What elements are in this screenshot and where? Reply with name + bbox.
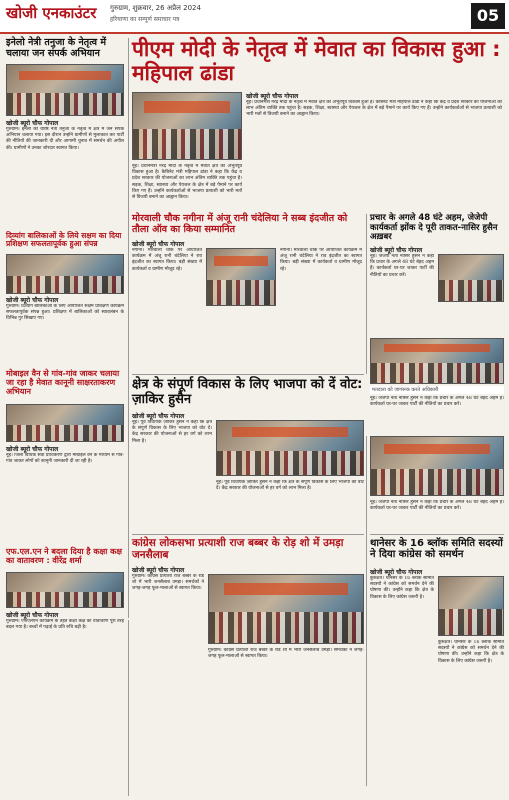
headline-left-lower: मोबाइल वैन से गांव-गांव जाकर चलाया जा रहा है मेवात कानूनी साक्षरताकरण अभियान: [6, 369, 120, 396]
headline-left-top: इनेलो नेत्री तनुजा के नेतृत्व में चलाया जन संपर्क अभियान: [6, 37, 107, 59]
headline-right-mid: प्रचार के अगले 48 घंटे अहम, जेजेपी कार्यकर्ता झोंक दे पूरी ताकत-नासिर हुसैन अख़बर: [370, 213, 498, 243]
body-center-mid: नगीना। मोरवाली चौक पर आयोजित कार्यक्रम में अंजू रानी चंदेलिया ने राव इंद्रजीत का स्वागत किया। बड़ी संख्या में कार्यकर्ता व ग्रामीण मौजूद रहे।: [132, 248, 202, 272]
photo-center-lower: [216, 420, 364, 476]
headline-center-mid: मोरवाली चौक नगीना में अंजू रानी चंदेलिया ने सब्ब इंदजीत को तौला ऑव का किया सम्मानित: [132, 213, 348, 235]
body-right-mid-2: नूंह। जेजेपी नेता नासिर हुसैन ने कहा कि प्रचार के अगले 48 घंटे बेहद अहम हैं। कार्यकर्ता घर-घर जाकर पार्टी की नीतियों का प्रचार करें।: [370, 396, 504, 408]
byline-left-lower: खोजी ब्यूरो चौफ गोपाल: [6, 446, 59, 453]
body-right-bottom-2: कुरुक्षेत्र। थानेसर के 16 ब्लॉक समिति सदस्यों ने कांग्रेस को समर्थन देने की घोषणा की। उन्होंने कहा कि क्षेत्र के विकास के लिए कांग्रेस जरूरी है।: [438, 640, 504, 664]
main-headline: पीएम मोदी के नेतृत्व में मेवात का विकास हुआ : महिपाल ढांडा: [132, 37, 501, 85]
byline-center-lower: खोजी ब्यूरो चौफ गोपाल: [132, 413, 185, 420]
byline-right-bottom: खोजी ब्यूरो चौफ गोपाल: [370, 569, 423, 576]
byline-left-mid: खोजी ब्यूरो चौफ गोपाल: [6, 297, 59, 304]
column-divider: [366, 436, 367, 786]
headline-left-bottom: एफ.एल.एन ने बदला दिया है कक्षा कक्ष का वातावरण : वीरेंद्र शर्मा: [6, 547, 122, 565]
headline-center-lower: क्षेत्र के संपूर्ण विकास के लिए भाजपा को दें वोट: ज़ाकिर हुसैन: [132, 377, 363, 407]
body-main-continued: नूंह। प्रधानमंत्री नरेंद्र मोदी के नेतृत्व में मेवात क्षेत्र का अभूतपूर्व विकास हुआ है। कैबिनेट मंत्री महिपाल ढांडा ने कहा कि केंद्र व प्रदेश सरकार की योजनाओं का लाभ अंतिम व्यक्ति तक पहुंचा है। सड़क, शिक्षा, स्वास्थ्य और पेयजल के क्षेत्र में बड़े पैमाने पर कार्य किए गए हैं। उन्होंने कार्यकर्ताओं से भाजपा प्रत्याशी को भारी मतों से विजयी बनाने का आह्वान किया।: [132, 164, 242, 201]
caption-right-mid: मतदाता को जागरूक करते अधिकारी: [370, 386, 504, 394]
photo-main: [132, 92, 242, 160]
photo-right-bottom: [438, 576, 504, 636]
body-center-mid-2: नगीना। मोरवाली चौक पर आयोजित कार्यक्रम में अंजू रानी चंदेलिया ने राव इंद्रजीत का स्वागत किया। बड़ी संख्या में कार्यकर्ता व ग्रामीण मौजूद रहे।: [280, 248, 362, 272]
byline-center-mid: खोजी ब्यूरो चौफ गोपाल: [132, 241, 185, 248]
body-center-bottom-2: गुरुग्राम। कांग्रेस प्रत्याशी राज बब्बर के रोड शो में भारी जनसैलाब उमड़ा। समर्थकों ने जगह-जगह फूल-मालाओं से स्वागत किया।: [208, 648, 364, 660]
byline-left-top: खोजी ब्यूरो चौफ गोपाल: [6, 120, 59, 127]
body-right-bottom: कुरुक्षेत्र। थानेसर के 16 ब्लॉक समिति सदस्यों ने कांग्रेस को समर्थन देने की घोषणा की। उन्होंने कहा कि क्षेत्र के विकास के लिए कांग्रेस जरूरी है।: [370, 576, 434, 600]
photo-right-lower: [370, 436, 504, 496]
newspaper-brand: खोजी एनकाउंटर: [6, 4, 97, 22]
headline-right-bottom: थानेसर के 16 ब्लॉक समिति सदस्यों ने दिया कांग्रेस को समर्थन: [370, 538, 503, 561]
byline-center-bottom: खोजी ब्यूरो चौफ गोपाल: [132, 567, 185, 574]
column-divider: [366, 214, 367, 374]
page-number: 05: [471, 3, 505, 29]
subline: हरियाणा का सम्पूर्ण समाचार पत्र: [110, 16, 180, 23]
column-divider: [128, 620, 129, 796]
photo-center-mid: [206, 248, 276, 306]
photo-left-lower: [6, 404, 124, 442]
byline-right-mid: खोजी ब्यूरो चौफ गोपाल: [370, 247, 423, 254]
body-right-lower: नूंह। जेजेपी नेता नासिर हुसैन ने कहा कि प्रचार के अगले 48 घंटे बेहद अहम हैं। कार्यकर्ता घर-घर जाकर पार्टी की नीतियों का प्रचार करें।: [370, 500, 504, 512]
photo-right-mid-2: [370, 338, 504, 384]
dateline: गुरुग्राम, शुक्रवार, 26 अप्रैल 2024: [110, 4, 201, 12]
photo-left-top: [6, 64, 124, 116]
section-divider: [370, 534, 504, 535]
body-left-bottom: गुरुग्राम। एफएलएन कार्यक्रम के तहत कक्षा कक्ष का वातावरण पूरी तरह बदल गया है। बच्चों में पढ़ाई के प्रति रुचि बढ़ी है।: [6, 619, 124, 631]
body-left-top: गुरुग्राम। इनेलो की वरिष्ठ नेत्री तनुजा के नेतृत्व में क्षेत्र में जन संपर्क अभियान चलाया गया। इस दौरान उन्होंने ग्रामीणों से मुलाकात कर पार्टी की नीतियों की जानकारी दी और आगामी चुनाव में समर्थन की अपील की। ग्रामीणों ने उनका जोरदार स्वागत किया।: [6, 127, 124, 151]
body-center-lower-2: नूंह। पूर्व विधायक ज़ाकिर हुसैन ने कहा कि क्षेत्र के संपूर्ण विकास के लिए भाजपा को वोट दें। केंद्र सरकार की योजनाओं से हर वर्ग को लाभ मिला है।: [216, 480, 364, 492]
photo-left-mid: [6, 254, 124, 294]
photo-center-bottom: [208, 574, 364, 644]
headline-center-bottom: कांग्रेस लोकसभा प्रत्याशी राज बब्बर के रोड़ शो में उमड़ा जनसैलाब: [132, 537, 344, 561]
body-right-mid: नूंह। जेजेपी नेता नासिर हुसैन ने कहा कि प्रचार के अगले 48 घंटे बेहद अहम हैं। कार्यकर्ता घर-घर जाकर पार्टी की नीतियों का प्रचार करें।: [370, 254, 434, 278]
headline-left-mid: दिव्यांग बालिकाओं के लिये सक्षम का दिया प्रशिक्षण सफलतापूर्वक हुआ संपन्न: [6, 231, 122, 249]
masthead: [0, 0, 509, 34]
body-center-bottom: गुरुग्राम। कांग्रेस प्रत्याशी राज बब्बर के रोड शो में भारी जनसैलाब उमड़ा। समर्थकों ने जगह-जगह फूल-मालाओं से स्वागत किया।: [132, 574, 204, 592]
body-left-mid: गुरुग्राम। दिव्यांग बालिकाओं के लिए आयोजित सक्षम प्रशिक्षण कार्यक्रम सफलतापूर्वक संपन्न हुआ। प्रशिक्षण में बालिकाओं को स्वावलंबन के विभिन्न गुर सिखाए गए।: [6, 304, 124, 322]
body-left-lower: नूंह। जिला विधिक सेवा प्राधिकरण द्वारा मोबाइल वैन के माध्यम से गांव-गांव जाकर लोगों को कानूनी जानकारी दी जा रही है।: [6, 453, 124, 465]
photo-left-bottom: [6, 572, 124, 608]
photo-right-mid: [438, 254, 504, 302]
byline-main: खोजी ब्यूरो चौफ गोपाल: [246, 93, 299, 100]
byline-left-bottom: खोजी ब्यूरो चौफ गोपाल: [6, 612, 59, 619]
body-main: नूंह। प्रधानमंत्री नरेंद्र मोदी के नेतृत्व में मेवात क्षेत्र का अभूतपूर्व विकास हुआ है। कैबिनेट मंत्री महिपाल ढांडा ने कहा कि केंद्र व प्रदेश सरकार की योजनाओं का लाभ अंतिम व्यक्ति तक पहुंचा है। सड़क, शिक्षा, स्वास्थ्य और पेयजल के क्षेत्र में बड़े पैमाने पर कार्य किए गए हैं। उन्होंने कार्यकर्ताओं से भाजपा प्रत्याशी को भारी मतों से विजयी बनाने का आह्वान किया।: [246, 100, 502, 118]
section-divider: [132, 374, 364, 375]
section-divider: [132, 534, 364, 535]
body-center-lower: नूंह। पूर्व विधायक ज़ाकिर हुसैन ने कहा कि क्षेत्र के संपूर्ण विकास के लिए भाजपा को वोट दें। केंद्र सरकार की योजनाओं से हर वर्ग को लाभ मिला है।: [132, 420, 212, 444]
column-divider: [128, 38, 129, 618]
